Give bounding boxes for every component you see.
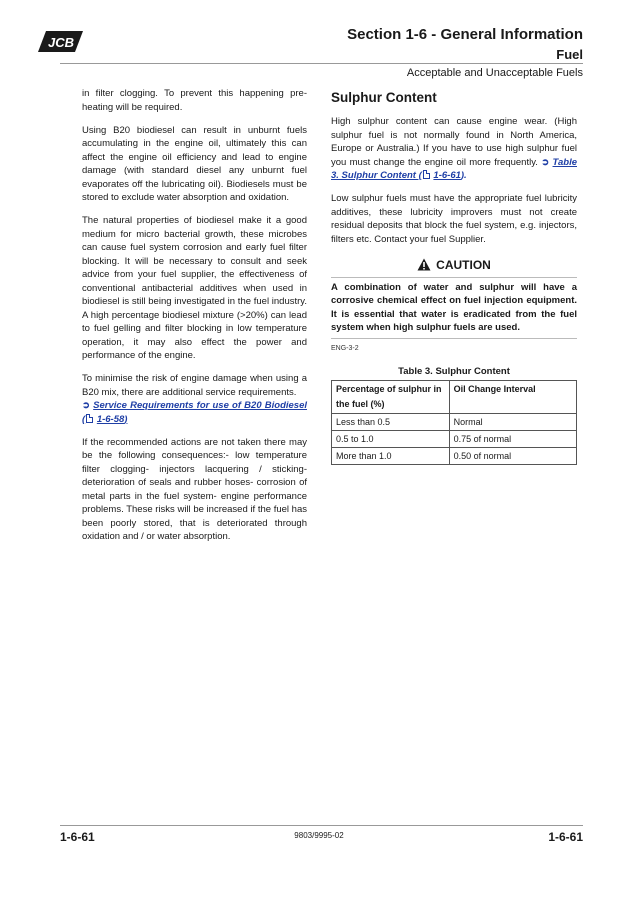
table-cell: 0.75 of normal <box>449 430 576 447</box>
table-cell: Normal <box>449 413 576 430</box>
caution-heading: CAUTION <box>331 258 577 273</box>
table-cell: 0.5 to 1.0 <box>332 430 450 447</box>
arrow-right-icon: ➲ <box>541 156 550 168</box>
table-row <box>332 430 577 447</box>
table-cell: 0.50 of normal <box>449 447 576 464</box>
paragraph-text: To minimise the risk of engine damage when using a B20 mix, there are additional service requirements. <box>82 373 307 398</box>
table-row <box>332 413 577 430</box>
document-number: 9803/9995-02 <box>294 831 344 840</box>
caution-rule-top <box>331 277 577 278</box>
header-rule <box>60 63 583 64</box>
link-table-sulphur-content[interactable]: ➲ Table 3. Sulphur Content ( 1-6-61 <box>331 156 577 181</box>
caution-code: ENG-3-2 <box>331 344 359 352</box>
caution-text: A combination of water and sulphur will have a corrosive chemical effect on fuel injection equipment. It is essential that water is eradicated from the fuel system when high sulphur fuels are used. <box>331 281 577 333</box>
page-icon <box>86 414 93 423</box>
table-row <box>332 447 577 464</box>
paragraph: The natural properties of biodiesel make it a good medium for micro bacterial growth, these microbes can cause fuel system corrosion and early fuel filter blocking. It will be necessary to consult and seek advice from your fuel supplier, the effectiveness of conventional antibacterial additives when used in biodiesel is still being investigated in the fuel industry. A high percentage biodiesel mixture (>20%) can lead to fuel gelling and filter blocking in low temperature operation, it may also effect the power and performance of the engine. <box>82 215 307 361</box>
section-title: Section 1-6 - General Information <box>347 26 583 43</box>
left-column <box>82 87 307 553</box>
footer-rule <box>60 825 583 826</box>
svg-text:JCB: JCB <box>48 35 75 50</box>
paragraph: Low sulphur fuels must have the appropriate fuel lubricity additives, these lubricity improvers must not create residual deposits that block the fuel system, e.g. injectors, filters etc. Contact your fuel Supplier. <box>331 193 577 245</box>
page-icon <box>423 170 430 179</box>
column-header: Oil Change Interval <box>449 380 576 413</box>
paragraph: If the recommended actions are not taken there may be the following consequences:- low temperature filter clogging- injectors lacquering / sticking-deterioration of seals and rubber hoses- corrosion of metal parts in the fuel system- engine performance problems. These risks will be increased if the fuel has been poorly stored, that is deteriorated through oxidation and / or water absorption. <box>82 436 307 542</box>
paragraph: Using B20 biodiesel can result in unburnt fuels accumulating in the engine oil, ultimately this can affect the engine oil efficiency and lead to engine damage (with standard diesel any unburnt fuel evaporates off the lubricating oil). Biodiesels must be stored to exclude water absorption and oxidation. <box>82 124 307 203</box>
caution-rule-bottom <box>331 338 577 339</box>
section-heading: Sulphur Content <box>331 90 437 105</box>
warning-icon <box>417 258 431 271</box>
arrow-right-icon: ➲ <box>82 400 90 411</box>
page-number-right: 1-6-61 <box>548 830 583 844</box>
table-header-row <box>332 380 577 413</box>
page-number-left: 1-6-61 <box>60 830 95 844</box>
cross-reference <box>82 399 307 426</box>
link-service-requirements[interactable]: ➲ Service Requirements for use of B20 Biodiesel ( 1-6-58) <box>82 400 308 425</box>
paragraph: High sulphur content can cause engine wear. (High sulphur fuel is not normally found in North America, Europe or Australia.) If you have to use high sulphur fuel you must change the engine oil more frequently. ➲ Table 3. Sulphur Content ( 1-6-61). <box>331 116 577 181</box>
sulphur-content-table <box>331 380 577 465</box>
paragraph <box>82 372 307 399</box>
right-column <box>331 87 577 465</box>
column-header: Percentage of sulphur in the fuel (%) <box>332 380 450 413</box>
paragraph: in filter clogging. To prevent this happening pre-heating will be required. <box>82 88 307 113</box>
table-cell: Less than 0.5 <box>332 413 450 430</box>
topic-title: Acceptable and Unacceptable Fuels <box>406 67 583 79</box>
table-cell: More than 1.0 <box>332 447 450 464</box>
jcb-logo <box>36 28 86 56</box>
table-caption: Table 3. Sulphur Content <box>398 366 510 377</box>
subsection-title: Fuel <box>556 47 583 62</box>
